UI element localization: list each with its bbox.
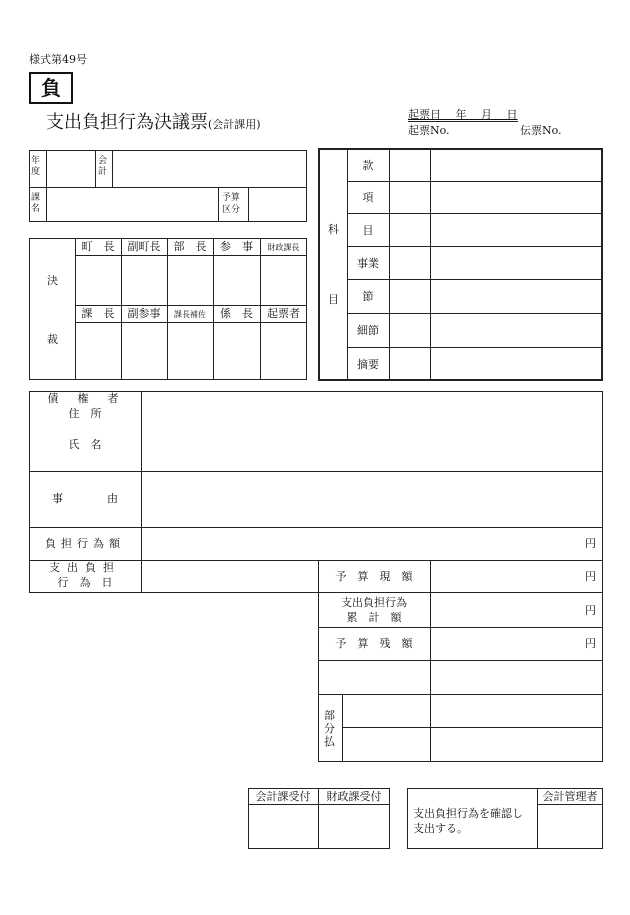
voucher-number: 伝票No. [520,124,562,137]
cumulative-yen: 円 [585,604,596,617]
kamoku-row-kan: 款 [362,159,374,172]
budget-current-yen: 円 [585,570,596,583]
commitment-date-label-2: 行 為 日 [57,576,113,589]
approver-councilor: 参 事 [220,240,253,253]
approver-unit-chief: 係 長 [220,307,253,320]
cumulative-label-2: 累 計 額 [346,611,402,624]
form-title [46,112,261,136]
budget-category-label: 予算区分 [222,193,241,215]
approver-mayor: 町 長 [81,240,115,253]
finance-receipt-label: 財政課受付 [326,790,382,803]
budget-remaining-yen: 円 [585,637,596,650]
name-label: 氏 名 [68,438,102,451]
commitment-amount-yen: 円 [585,537,596,550]
budget-remaining-label: 予 算 残 額 [335,637,413,650]
kamoku-row-moku: 目 [362,224,374,237]
budget-current-label: 予 算 現 額 [335,570,413,583]
accounting-receipt-label: 会計課受付 [255,790,311,803]
commitment-date-label-1: 支出負担 [49,561,121,574]
commitment-amount-label: 負担行為額 [45,537,125,550]
approver-deputy-councilor: 副参事 [127,307,161,320]
approver-finance-head: 財政課長 [267,243,300,252]
section-name-label: 課名 [31,193,41,214]
approver-section-chief: 課 長 [81,307,115,320]
cumulative-label-1: 支出負担行為 [341,596,407,609]
issue-number: 起票No. [408,124,450,137]
reason-label: 事 由 [52,492,118,505]
kamoku-row-saisetsu: 細節 [357,324,379,337]
creditor-label: 債 権 者 [47,392,123,405]
account-label: 会計 [98,156,108,177]
partial-payment-label: 部分払 [324,709,335,748]
confirm-text: 支出負担行為を確認し支出する。 [413,807,523,835]
form-title-main: 支出負担行為決議票 [46,112,208,133]
form-number: 様式第49号 [29,53,87,66]
form-title-sub: (会計課用) [208,118,261,131]
accounting-manager-label: 会計管理者 [542,790,598,803]
approver-drafter: 起票者 [267,307,300,320]
approver-assistant-chief: 課長補佐 [174,310,206,319]
category-badge: 負 [29,72,73,104]
kamoku-row-tekiyo: 摘要 [357,358,379,371]
approver-dept-head: 部 長 [173,240,207,253]
approval-sai: 裁 [47,333,58,346]
kamoku-row-kou: 項 [362,191,374,204]
address-label: 住 所 [68,407,102,420]
kamoku-ka: 科 [328,223,339,236]
approver-deputy-mayor: 副町長 [127,240,161,253]
kamoku-row-setsu: 節 [362,290,374,303]
approval-ketsu: 決 [47,274,58,287]
kamoku-moku: 目 [328,293,339,306]
fiscal-year-label: 年度 [31,156,41,177]
issue-date: 起票日 年 月 日 [408,108,518,121]
fiscal-info-box [29,150,307,222]
kamoku-row-jigyo: 事業 [357,257,379,270]
